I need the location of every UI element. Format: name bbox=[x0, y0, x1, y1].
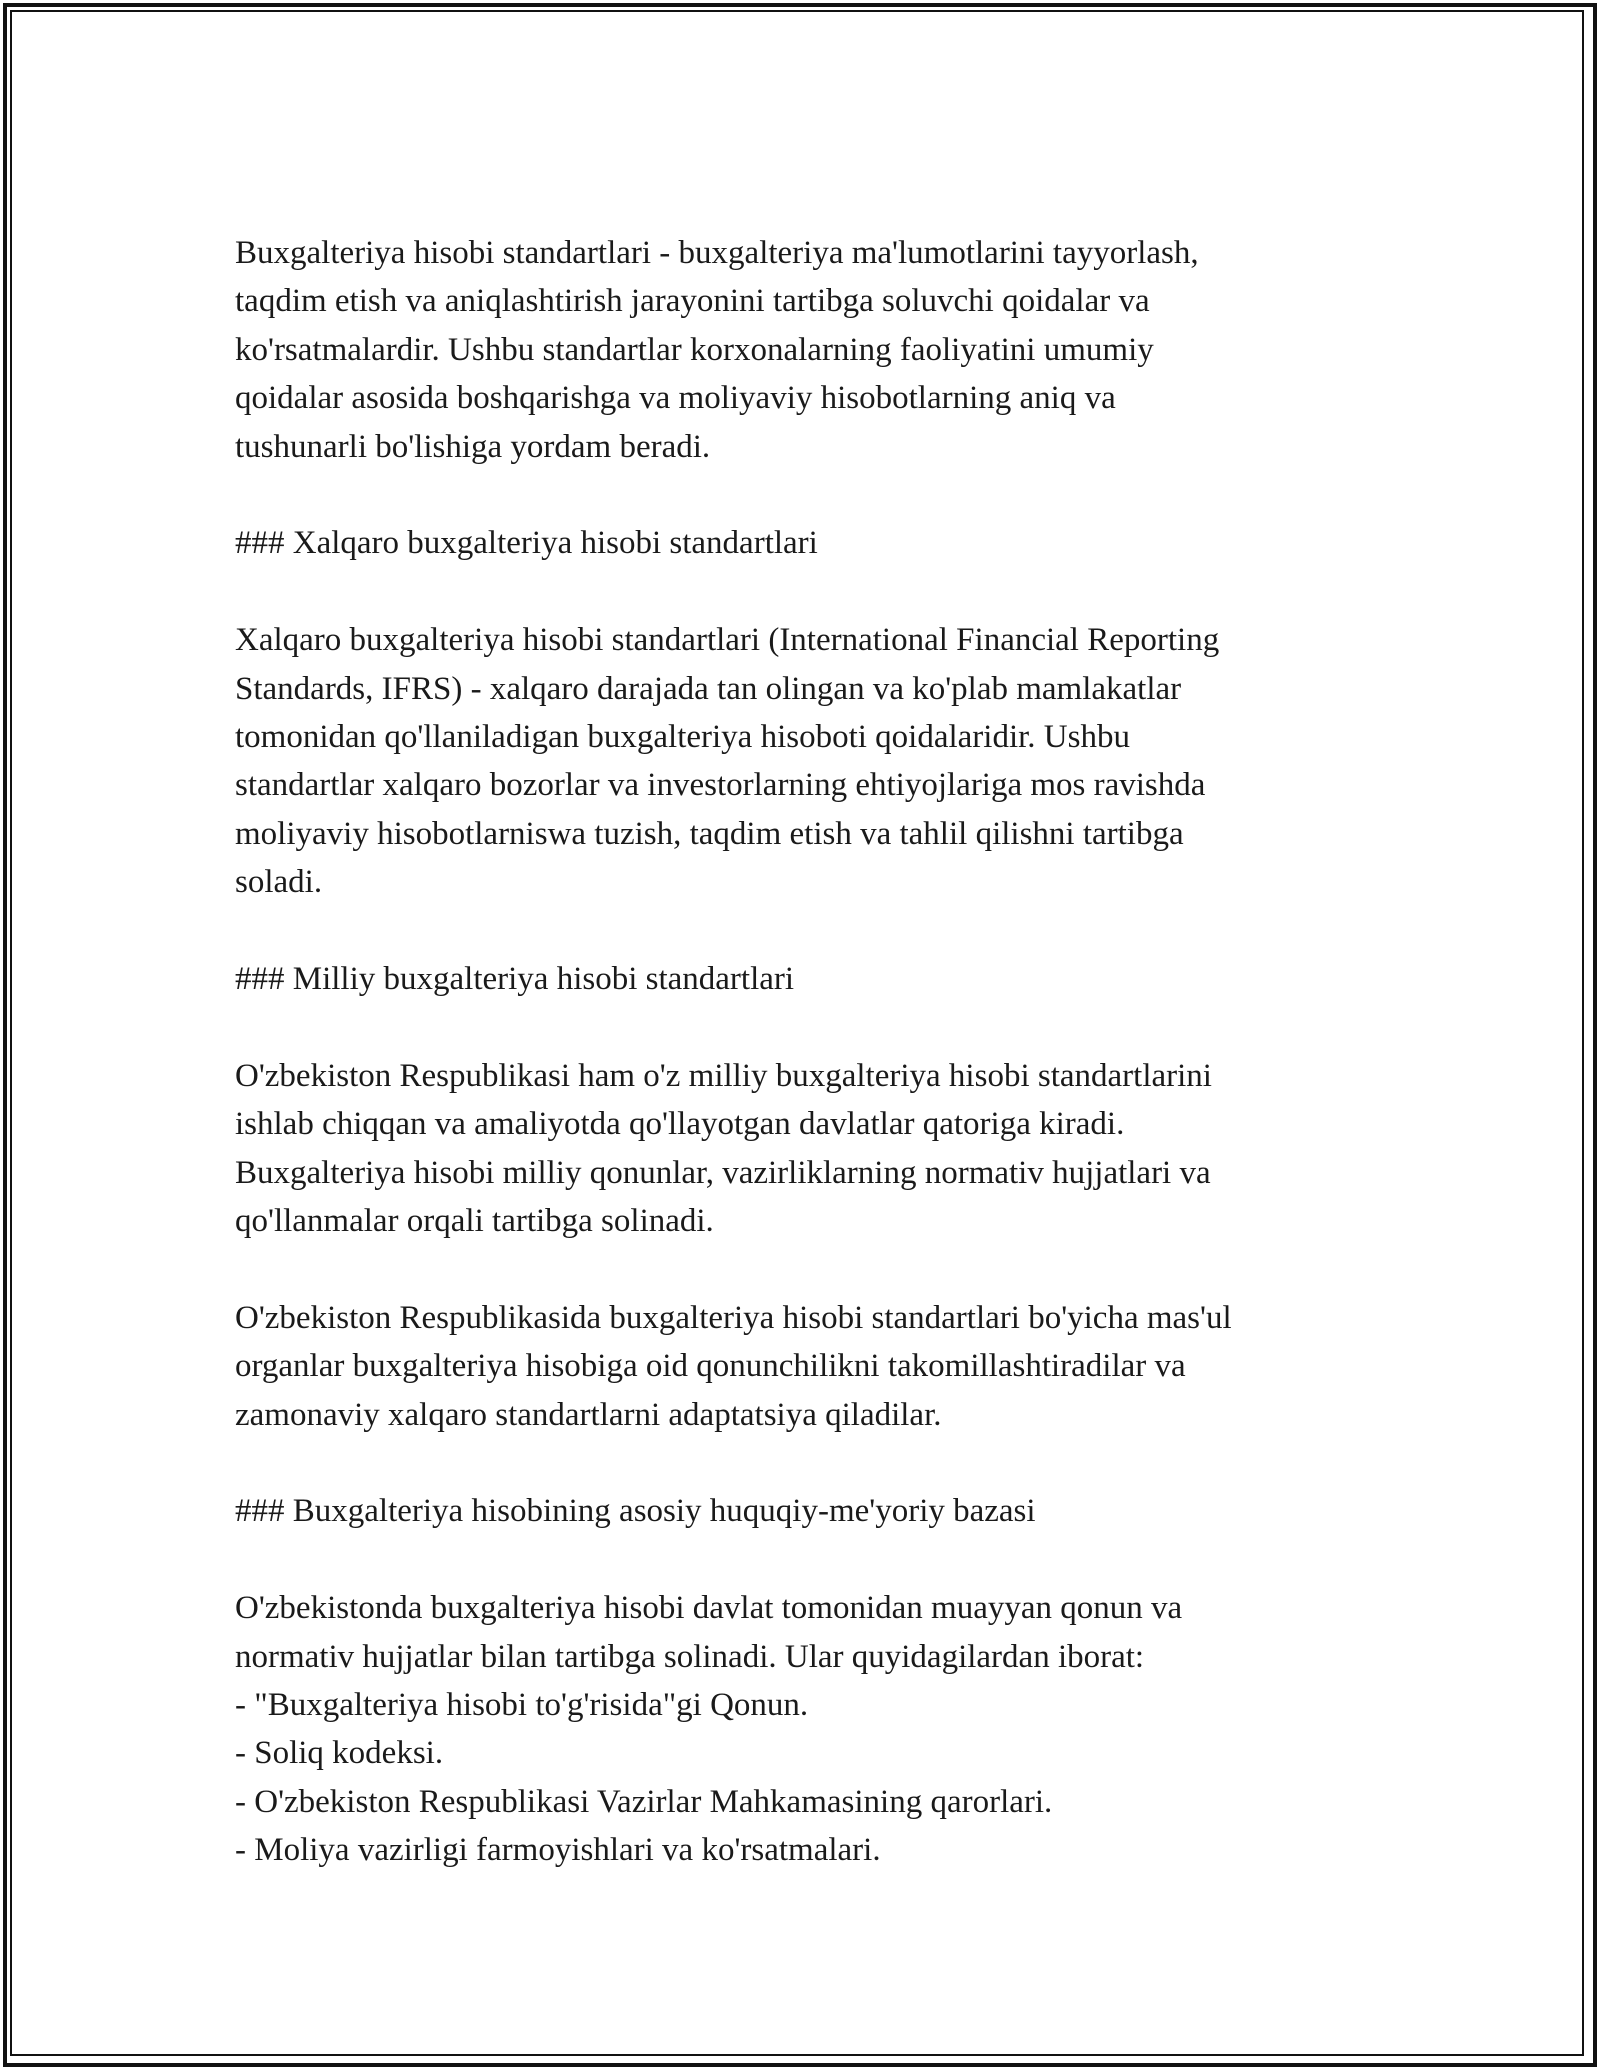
list-item: - Soliq kodeksi. bbox=[235, 1735, 444, 1772]
spacer bbox=[235, 907, 1375, 955]
spacer bbox=[235, 471, 1375, 519]
list-item: - O'zbekiston Respublikasi Vazirlar Mahkamasining qarorlari. bbox=[235, 1783, 1053, 1820]
legal-basis-list bbox=[235, 1681, 1375, 1875]
list-item: - Moliya vazirligi farmoyishlari va ko'rsatmalari. bbox=[235, 1832, 881, 1869]
list-item: - "Buxgalteriya hisobi to'g'risida"gi Qonun. bbox=[235, 1687, 809, 1724]
heading-national-standards: ### Milliy buxgalteriya hisobi standartlari bbox=[235, 961, 795, 998]
document-body bbox=[235, 229, 1375, 1875]
national-standards-paragraph-1: O'zbekiston Respublikasi ham o'z milliy buxgalteriya hisobi standartlarini ishlab chiqqan va amaliyotda qo'llayotgan davlatlar qatoriga kiradi. Buxgalteriya hisobi milliy qonunlar, vazirliklarning normativ hujjatlari va qo'llanmalar orqali tartibga solinadi. bbox=[235, 1057, 1212, 1240]
spacer bbox=[235, 1536, 1375, 1584]
heading-international-standards: ### Xalqaro buxgalteriya hisobi standartlari bbox=[235, 525, 818, 562]
spacer bbox=[235, 1439, 1375, 1487]
spacer bbox=[235, 568, 1375, 616]
legal-basis-paragraph: O'zbekistonda buxgalteriya hisobi davlat tomonidan muayyan qonun va normativ hujjatlar bilan tartibga solinadi. Ular quyidagilardan iborat: bbox=[235, 1590, 1183, 1675]
heading-legal-basis: ### Buxgalteriya hisobining asosiy huquqiy-me'yoriy bazasi bbox=[235, 1493, 1036, 1530]
spacer bbox=[235, 1245, 1375, 1293]
spacer bbox=[235, 1003, 1375, 1051]
international-standards-paragraph: Xalqaro buxgalteriya hisobi standartlari (International Financial Reporting Standards, IFRS) - xalqaro darajada tan olingan va ko'plab mamlakatlar tomonidan qo'llaniladigan buxgalteriya hisoboti qoidalaridir. Ushbu standartlar xalqaro bozorlar va investorlarning ehtiyojlariga mos ravishda moliyaviy hisobotlarniswa tuzish, taqdim etish va tahlil qilishni tartibga soladi. bbox=[235, 622, 1220, 901]
intro-paragraph: Buxgalteriya hisobi standartlari - buxgalteriya ma'lumotlarini tayyorlash, taqdim etish va aniqlashtirish jarayonini tartibga soluvchi qoidalar va ko'rsatmalardir. Ushbu standartlar korxonalarning faoliyatini umumiy qoidalar asosida boshqarishga va moliyaviy hisobotlarning aniq va tushunarli bo'lishiga yordam beradi. bbox=[235, 235, 1199, 465]
national-standards-paragraph-2: O'zbekiston Respublikasida buxgalteriya hisobi standartlari bo'yicha mas'ul organlar buxgalteriya hisobiga oid qonunchilikni takomillashtiradilar va zamonaviy xalqaro standartlarni adaptatsiya qiladilar. bbox=[235, 1299, 1232, 1433]
